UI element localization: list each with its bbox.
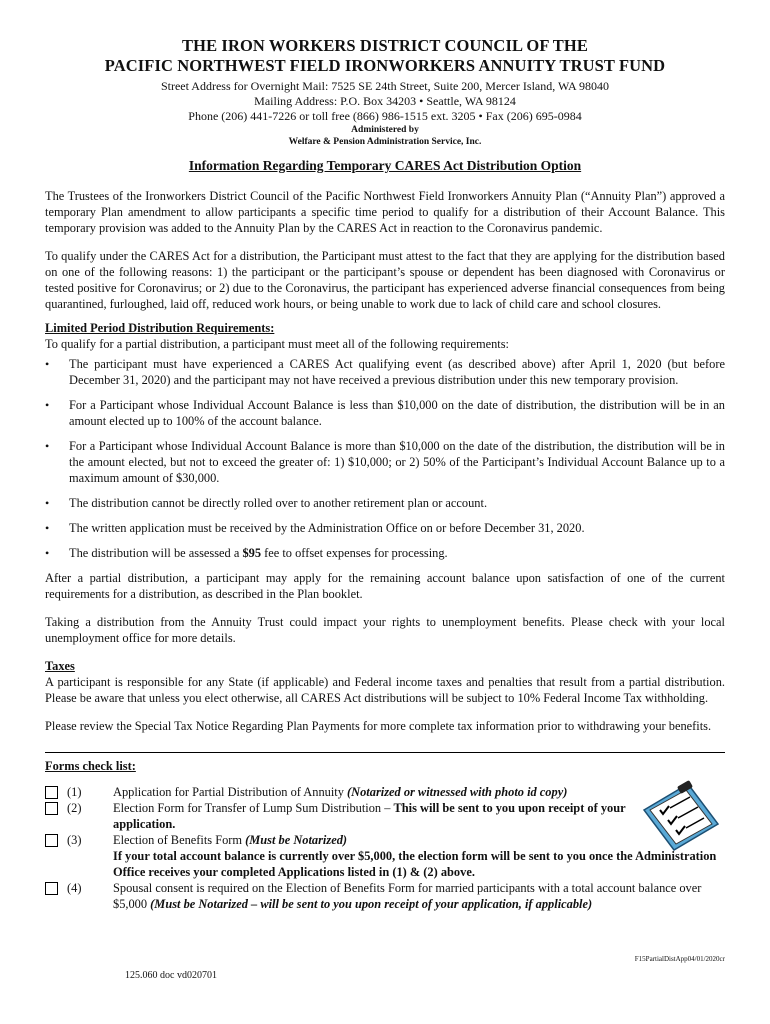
- clipboard-checklist-icon: [640, 780, 722, 854]
- taxes-heading: Taxes: [45, 659, 75, 673]
- checkbox[interactable]: [45, 834, 58, 847]
- item-number: (3): [67, 833, 82, 847]
- checklist-item-3: [45, 832, 645, 848]
- checklist-item-2: [45, 800, 645, 832]
- letterhead: [45, 36, 725, 148]
- document-number: 125.060 doc vd020701: [125, 970, 217, 981]
- title-line-1: THE IRON WORKERS DISTRICT COUNCIL OF THE: [182, 36, 588, 55]
- list-item: [45, 356, 725, 388]
- tax-notice-paragraph: Please review the Special Tax Notice Regarding Plan Payments for more complete tax information prior to withdrawing your benefits.: [45, 719, 712, 733]
- intro-paragraph: The Trustees of the Ironworkers District Council of the Pacific Northwest Field Ironworkers Annuity Plan (“Annuity Plan”) approved a temporary Plan amendment to allow participants a specific time period to qualify for a distribution of their Account Balance. This temporary provision was added to the Annuity Plan by the CARES Act in reaction to the Coronavirus pandemic.: [45, 189, 725, 235]
- list-item-text: The written application must be received by the Administration Office on or before December 31, 2020.: [69, 521, 585, 535]
- item-text: Election Form for Transfer of Lump Sum Distribution –: [113, 801, 394, 815]
- checkbox[interactable]: [45, 882, 58, 895]
- administrator-name: Welfare & Pension Administration Service, Inc.: [288, 137, 482, 147]
- checklist-item-3-detail: [45, 848, 727, 880]
- divider: [45, 752, 725, 753]
- forms-checklist-heading: Forms check list:: [45, 759, 136, 773]
- bullet: •: [45, 439, 50, 453]
- bullet: •: [45, 546, 50, 560]
- taxes-paragraph: A participant is responsible for any State (if applicable) and Federal income taxes and penalties that result from a partial distribution. Please be aware that unless you elect otherwise, all CARES Act distributions will be subject to 10% Federal Income Tax withholding.: [45, 675, 725, 705]
- forms-checklist: [45, 784, 645, 848]
- administered-by: Administered by: [351, 125, 419, 135]
- mailing-address: Mailing Address: P.O. Box 34203 • Seattle, WA 98124: [254, 94, 516, 108]
- checkbox[interactable]: [45, 786, 58, 799]
- fee-text-pre: The distribution will be assessed a: [69, 546, 243, 560]
- checklist-item-1: [45, 784, 645, 800]
- item-text: Application for Partial Distribution of Annuity: [113, 785, 348, 799]
- bullet: •: [45, 521, 50, 535]
- list-item: [45, 438, 725, 486]
- requirements-list: [45, 356, 725, 561]
- limited-period-intro: To qualify for a partial distribution, a participant must meet all of the following requirements:: [45, 337, 510, 351]
- list-item: [45, 495, 725, 511]
- checkbox[interactable]: [45, 802, 58, 815]
- item-note: (Notarized or witnessed with photo id copy): [347, 785, 568, 799]
- fee-amount: $95: [242, 546, 262, 560]
- list-item: [45, 545, 725, 561]
- unemployment-paragraph: Taking a distribution from the Annuity Trust could impact your rights to unemployment benefits. Please check with your local unemployment office for more details.: [45, 615, 725, 645]
- remaining-balance-paragraph: After a partial distribution, a participant may apply for the remaining account balance upon satisfaction of one of the current requirements for a distribution, as described in the Plan booklet.: [45, 571, 725, 601]
- bullet: •: [45, 398, 50, 412]
- form-code: F15PartialDistApp04/01/2020cr: [634, 955, 725, 963]
- section-title: Information Regarding Temporary CARES Act Distribution Option: [188, 158, 582, 173]
- item-number: (4): [67, 881, 82, 895]
- item-number: (1): [67, 785, 82, 799]
- list-item-text: The distribution cannot be directly rolled over to another retirement plan or account.: [69, 496, 488, 510]
- item-text: Election of Benefits Form: [113, 833, 246, 847]
- list-item-text: For a Participant whose Individual Account Balance is more than $10,000 on the date of the distribution, the distribution will be in the amount elected, but not to exceed the greater of: 1) $10,000; or 2) 50% of the Participant’s Individual Account Balance up to a maximum amount of $30,000.: [69, 439, 725, 485]
- title-line-2: PACIFIC NORTHWEST FIELD IRONWORKERS ANNUITY TRUST FUND: [104, 56, 666, 75]
- item-number: (2): [67, 801, 82, 815]
- list-item: [45, 397, 725, 429]
- checklist-item-4: [45, 880, 727, 912]
- item-note: (Must be Notarized – will be sent to you upon receipt of your application, if applicable): [150, 897, 593, 911]
- bullet: •: [45, 357, 50, 371]
- item-note: (Must be Notarized): [245, 833, 348, 847]
- item-note: This will be sent to you upon receipt of your application.: [113, 801, 626, 831]
- list-item-text: For a Participant whose Individual Account Balance is less than $10,000 on the date of distribution, the distribution will be in an amount elected up to 100% of the account balance.: [69, 398, 725, 428]
- phone-fax: Phone (206) 441-7226 or toll free (866) 986-1515 ext. 3205 • Fax (206) 695-0984: [188, 109, 582, 123]
- street-address: Street Address for Overnight Mail: 7525 SE 24th Street, Suite 200, Mercer Island, WA 98040: [160, 79, 610, 93]
- list-item-text: The participant must have experienced a CARES Act qualifying event (as described above) after April 1, 2020 (but before December 31, 2020) and the participant may not have received a previous distribution under this new temporary provision.: [69, 357, 725, 387]
- bullet: •: [45, 496, 50, 510]
- item-detail: If your total account balance is currently over $5,000, the election form will be sent to you once the Administration Office receives your completed Applications listed in (1) & (2) above.: [113, 849, 717, 879]
- qualify-paragraph: To qualify under the CARES Act for a distribution, the Participant must attest to the fact that they are applying for the distribution based on one of the following reasons: 1) the participant or the participant’s spouse or dependent has been diagnosed with Coronavirus or tested positive for Coronavirus; or 2) due to the Coronavirus, the participant has experienced adverse financial consequences from being quarantined, furloughed, laid off, reduced work hours, or being unable to work due to lack of child care and school closures.: [45, 249, 725, 311]
- item-text: Spousal consent is required on the Election of Benefits Form for married participants with a total account balance over $5,000: [113, 881, 702, 911]
- limited-period-heading: Limited Period Distribution Requirements:: [45, 321, 275, 335]
- fee-text-post: fee to offset expenses for processing.: [261, 546, 448, 560]
- list-item: [45, 520, 725, 536]
